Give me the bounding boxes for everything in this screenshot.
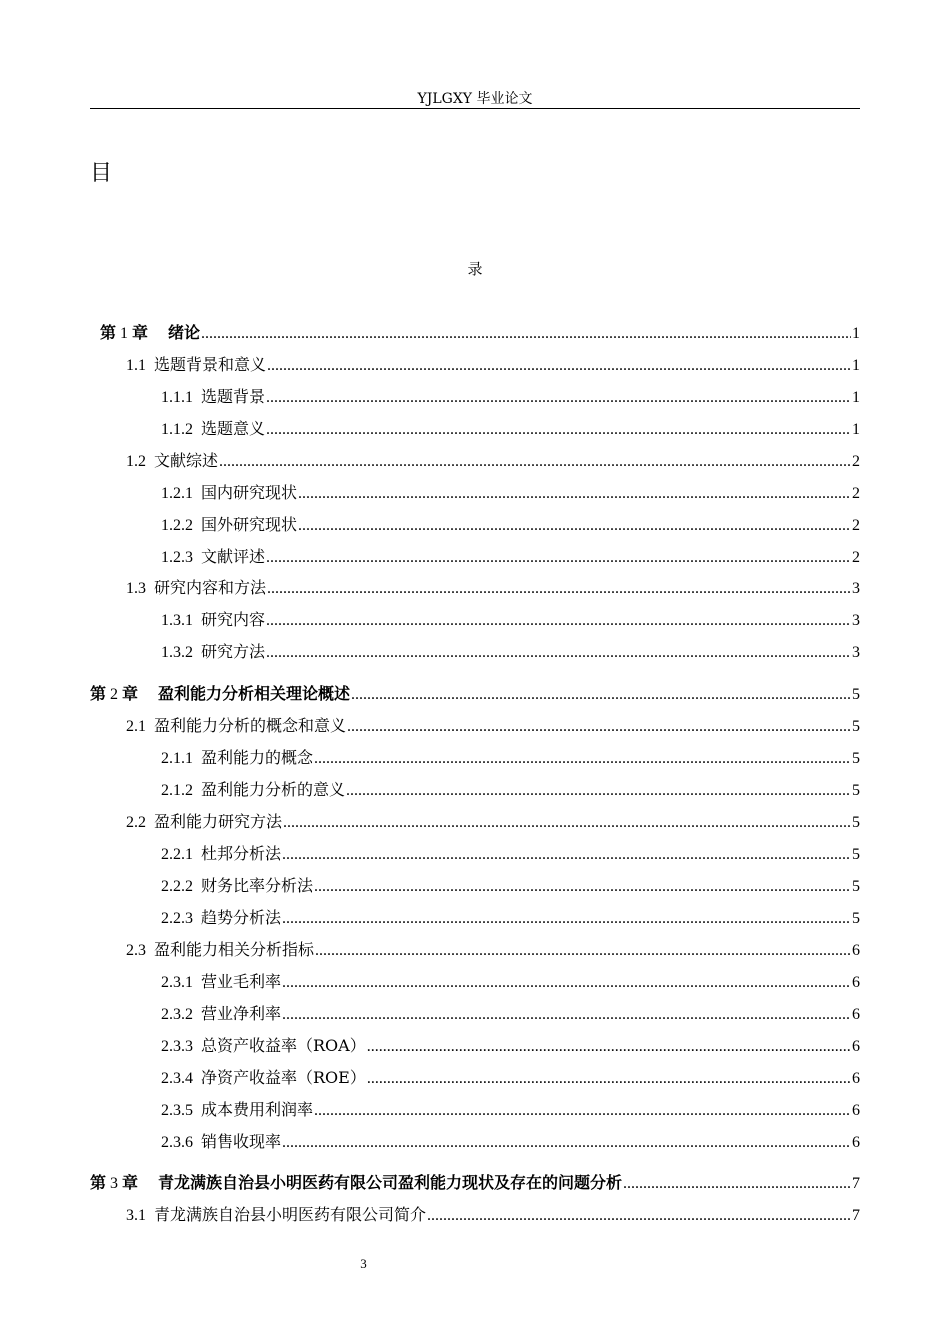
chapter-prefix: 第: [100, 323, 117, 342]
toc-entry-page-number: 1: [852, 357, 860, 374]
page-number: 3: [360, 1256, 367, 1271]
toc-entry-chapter[interactable]: [100, 323, 860, 345]
toc-entry-title: 营业净利率: [201, 1004, 282, 1023]
toc-entry-title: 选题意义: [201, 419, 266, 438]
toc-entry-label: [126, 450, 218, 473]
toc-entry-page-number: 5: [852, 814, 860, 831]
toc-entry-title: 趋势分析法: [201, 908, 282, 927]
toc-entry-subsection[interactable]: [161, 515, 860, 537]
toc-entry-label: [90, 683, 350, 706]
toc-entry-page-number: 5: [852, 910, 860, 927]
toc-entry-label: [161, 482, 297, 505]
dot-leader: [366, 1068, 851, 1090]
toc-entry-page-number: 6: [852, 974, 860, 991]
dot-leader: [313, 748, 851, 770]
chapter-number: [90, 683, 138, 706]
section-number: 1.3.1: [161, 612, 193, 629]
toc-entry-label: [126, 811, 282, 834]
toc-entry-subsection[interactable]: [161, 748, 860, 770]
toc-entry-subsection[interactable]: [161, 1100, 860, 1122]
toc-entry-title: 盈利能力研究方法: [154, 812, 283, 831]
toc-entry-section[interactable]: [126, 940, 860, 962]
section-number: 2.3.5: [161, 1102, 193, 1119]
toc-entry-page-number: 3: [852, 612, 860, 629]
chapter-number: [90, 1172, 138, 1195]
dot-leader: [265, 610, 851, 632]
toc-entry-section[interactable]: [126, 578, 860, 600]
toc-entry-page-number: 3: [852, 644, 860, 661]
toc-entry-label: [161, 1035, 366, 1058]
toc-entry-subsection[interactable]: [161, 547, 860, 569]
toc-entry-title: 青龙满族自治县小明医药有限公司简介: [154, 1205, 427, 1224]
section-number: 1.1.1: [161, 389, 193, 406]
toc-entry-label: [161, 747, 313, 770]
toc-entry-page-number: 3: [852, 580, 860, 597]
toc-entry-page-number: 6: [852, 1134, 860, 1151]
toc-entry-title: 绪论: [168, 323, 201, 342]
toc-entry-page-number: 6: [852, 1006, 860, 1023]
toc-entry-label: [161, 843, 281, 866]
section-number: 2.1: [126, 718, 146, 735]
toc-entry-label: [161, 1099, 313, 1122]
toc-entry-label: [90, 1172, 622, 1195]
dot-leader: [281, 908, 851, 930]
toc-entry-title: 盈利能力分析的意义: [201, 780, 346, 799]
toc-entry-page-number: 5: [852, 686, 860, 703]
dot-leader: [281, 1132, 851, 1154]
section-number: 1.2: [126, 453, 146, 470]
chapter-suffix: 章: [132, 323, 149, 342]
toc-entry-title: 文献评述: [201, 547, 266, 566]
toc-entry-page-number: 6: [852, 1102, 860, 1119]
section-number: 1.2.1: [161, 485, 193, 502]
toc-entry-label: [161, 609, 265, 632]
toc-entry-chapter[interactable]: [90, 684, 860, 706]
toc-entry-page-number: 6: [852, 1070, 860, 1087]
toc-entry-page-number: 1: [852, 325, 860, 342]
dot-leader: [281, 1004, 851, 1026]
toc-entry-title: 研究内容: [201, 610, 266, 629]
toc-entry-title: 国外研究现状: [201, 515, 298, 534]
section-number: 2.2: [126, 814, 146, 831]
toc-entry-page-number: 2: [852, 517, 860, 534]
toc-entry-subsection[interactable]: [161, 844, 860, 866]
toc-entry-subsection[interactable]: [161, 483, 860, 505]
section-number: 2.2.1: [161, 846, 193, 863]
chapter-prefix: 第: [90, 1173, 107, 1192]
toc-entry-subsection[interactable]: [161, 1132, 860, 1154]
toc-entry-page-number: 7: [852, 1207, 860, 1224]
section-number: 2.3.4: [161, 1070, 193, 1087]
toc-entry-label: [161, 1003, 281, 1026]
toc-entry-title: 盈利能力分析相关理论概述: [158, 684, 351, 703]
toc-entry-label: [161, 418, 265, 441]
toc-entry-label: [126, 354, 266, 377]
toc-entry-label: [161, 386, 265, 409]
section-number: 1.1.2: [161, 421, 193, 438]
section-number: 1.3.2: [161, 644, 193, 661]
toc-entry-section[interactable]: [126, 716, 860, 738]
section-number: 2.3.3: [161, 1038, 193, 1055]
section-number: 1.2.3: [161, 549, 193, 566]
chapter-prefix: 第: [90, 684, 107, 703]
toc-entry-page-number: 5: [852, 750, 860, 767]
toc-entry-page-number: 6: [852, 942, 860, 959]
toc-entry-title: 研究内容和方法: [154, 578, 267, 597]
dot-leader: [426, 1205, 851, 1227]
toc-entry-title: 盈利能力相关分析指标: [154, 940, 315, 959]
toc-entry-title: 成本费用利润率: [201, 1100, 314, 1119]
section-number: 2.2.3: [161, 910, 193, 927]
section-number: 3.1: [126, 1207, 146, 1224]
chapter-index: 2: [110, 686, 119, 703]
dot-leader: [297, 483, 851, 505]
dot-leader: [313, 1100, 851, 1122]
toc-entry-page-number: 5: [852, 782, 860, 799]
toc-entry-subsection[interactable]: [161, 876, 860, 898]
toc-entry-subsection[interactable]: [161, 1004, 860, 1026]
toc-entry-subsection[interactable]: [161, 610, 860, 632]
chapter-suffix: 章: [122, 1173, 139, 1192]
toc-entry-title: 财务比率分析法: [201, 876, 314, 895]
toc-entry-title: 选题背景: [201, 387, 266, 406]
toc-entry-page-number: 5: [852, 718, 860, 735]
toc-entry-title: 营业毛利率: [201, 972, 282, 991]
toc-entry-page-number: 5: [852, 878, 860, 895]
dot-leader: [266, 355, 851, 377]
dot-leader: [281, 972, 851, 994]
toc-entry-subsection[interactable]: [161, 642, 860, 664]
toc-entry-section[interactable]: [126, 355, 860, 377]
dot-leader: [282, 812, 851, 834]
dot-leader: [281, 844, 851, 866]
dot-leader: [266, 578, 851, 600]
section-number: 2.3.1: [161, 974, 193, 991]
toc-entry-label: [161, 875, 313, 898]
toc-entry-title: 净资产收益率（ROE）: [201, 1068, 366, 1087]
toc-entry-subsection[interactable]: [161, 387, 860, 409]
dot-leader: [265, 419, 851, 441]
toc-entry-subsection[interactable]: [161, 972, 860, 994]
toc-entry-title: 研究方法: [201, 642, 266, 661]
dot-leader: [218, 451, 851, 473]
running-header: YJLGXY 毕业论文: [417, 91, 533, 107]
chapter-index: 3: [110, 1175, 119, 1192]
dot-leader: [313, 876, 851, 898]
toc-entry-label: [161, 546, 265, 569]
toc-entry-title: 杜邦分析法: [201, 844, 282, 863]
dot-leader: [265, 547, 851, 569]
dot-leader: [366, 1036, 851, 1058]
toc-entry-label: [161, 907, 281, 930]
dot-leader: [350, 684, 851, 706]
toc-entry-label: [161, 1131, 281, 1154]
chapter-index: 1: [120, 325, 129, 342]
toc-entry-title: 销售收现率: [201, 1132, 282, 1151]
toc-entry-label: [126, 577, 266, 600]
toc-entry-label: [100, 322, 200, 345]
toc-entry-title: 青龙满族自治县小明医药有限公司盈利能力现状及存在的问题分析: [158, 1173, 623, 1192]
toc-entry-title: 国内研究现状: [201, 483, 298, 502]
toc-entry-page-number: 2: [852, 485, 860, 502]
section-number: 2.3.6: [161, 1134, 193, 1151]
toc-entry-section[interactable]: [126, 451, 860, 473]
toc-entry-title: 盈利能力的概念: [201, 748, 314, 767]
toc-entry-title: 总资产收益率（ROA）: [201, 1036, 366, 1055]
toc-entry-subsection[interactable]: [161, 1068, 860, 1090]
dot-leader: [622, 1173, 851, 1195]
section-number: 2.3.2: [161, 1006, 193, 1023]
toc-entry-label: [126, 939, 314, 962]
dot-leader: [200, 323, 851, 345]
chapter-suffix: 章: [122, 684, 139, 703]
toc-entry-page-number: 1: [852, 421, 860, 438]
toc-entry-label: [161, 779, 345, 802]
toc-entry-page-number: 6: [852, 1038, 860, 1055]
chapter-number: [100, 322, 148, 345]
section-number: 2.3: [126, 942, 146, 959]
toc-title-second-char: 录: [467, 260, 483, 278]
section-number: 2.1.2: [161, 782, 193, 799]
toc-entry-label: [161, 971, 281, 994]
section-number: 2.2.2: [161, 878, 193, 895]
toc-entry-subsection[interactable]: [161, 908, 860, 930]
section-number: 1.1: [126, 357, 146, 374]
toc-entry-page-number: 2: [852, 453, 860, 470]
toc-entry-section[interactable]: [126, 1205, 860, 1227]
toc-entry-chapter[interactable]: [90, 1173, 860, 1195]
toc-entry-page-number: 5: [852, 846, 860, 863]
toc-entry-label: [126, 1204, 426, 1227]
section-number: 1.3: [126, 580, 146, 597]
toc-entry-label: [161, 1067, 366, 1090]
section-number: 2.1.1: [161, 750, 193, 767]
toc-entry-label: [161, 514, 297, 537]
toc-entry-section[interactable]: [126, 812, 860, 834]
toc-entry-title: 盈利能力分析的概念和意义: [154, 716, 347, 735]
toc-entry-subsection[interactable]: [161, 1036, 860, 1058]
toc-entry-title: 选题背景和意义: [154, 355, 267, 374]
toc-entry-label: [161, 641, 265, 664]
dot-leader: [297, 515, 851, 537]
toc-title-first-char: 目: [90, 161, 113, 186]
dot-leader: [265, 387, 851, 409]
toc-entry-title: 文献综述: [154, 451, 219, 470]
dot-leader: [345, 780, 851, 802]
toc-entry-page-number: 7: [852, 1175, 860, 1192]
toc-entry-page-number: 1: [852, 389, 860, 406]
section-number: 1.2.2: [161, 517, 193, 534]
toc-entry-page-number: 2: [852, 549, 860, 566]
toc-entry-label: [126, 715, 346, 738]
toc-entry-subsection[interactable]: [161, 780, 860, 802]
dot-leader: [314, 940, 851, 962]
dot-leader: [346, 716, 851, 738]
toc-entry-subsection[interactable]: [161, 419, 860, 441]
dot-leader: [265, 642, 851, 664]
